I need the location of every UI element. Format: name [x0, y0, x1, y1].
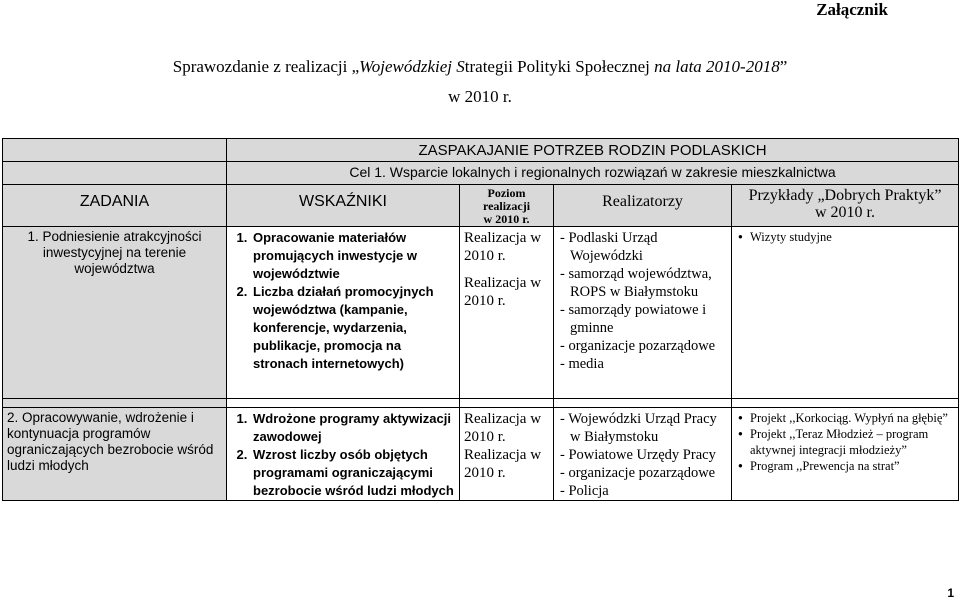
implementers-1	[554, 227, 731, 373]
indicators-2	[227, 408, 459, 500]
implementer-line: ROPS w Białymstoku	[570, 284, 699, 300]
level-item: Realizacja w 2010 r.	[464, 447, 542, 481]
implementer-line: gminne	[570, 320, 614, 336]
indicators-1	[227, 227, 459, 373]
examples-1	[732, 227, 958, 245]
implementer-line: - organizacje pozarządowe	[560, 338, 716, 354]
indicator-item: 2. Liczba działań promocyjnych województwa (kampanie, konferencje, wydarzenia, publikacje, promocja na stronach internetowych)	[251, 283, 455, 373]
section-banner: ZASPAKAJANIE POTRZEB RODZIN PODLASKICH	[418, 142, 767, 159]
implementer-line: - samorząd województwa,	[560, 266, 712, 282]
task-1: 1. Podniesienie atrakcyjności inwestycyjnej na terenie województwa	[27, 229, 202, 276]
level-item: Realizacja w 2010 r.	[464, 230, 542, 264]
report-title	[0, 57, 960, 77]
goal-title: Cel 1. Wsparcie lokalnych i regionalnych rozwiązań w zakresie mieszkalnictwa	[349, 164, 836, 180]
implementer-line: Wojewódzki	[570, 248, 643, 264]
strategy-table	[2, 138, 959, 501]
implementer-line: - media	[560, 356, 604, 372]
header-level-line: Poziom	[487, 186, 526, 200]
header-indicators: WSKAŹNIKI	[298, 193, 387, 210]
example-item: ● Program ,,Prewencja na strat”	[750, 458, 954, 474]
title-italic: Wojewódzkiej S	[359, 57, 465, 76]
levels-2	[460, 408, 553, 482]
indicator-item: 1. Wdrożone programy aktywizacji zawodowej	[251, 410, 455, 446]
implementers-2	[554, 408, 731, 500]
implementer-line: - Policja	[560, 483, 609, 499]
level-item: Realizacja w 2010 r.	[464, 411, 542, 445]
task-2: 2. Opracowywanie, wdrożenie i kontynuacja programów ograniczających bezrobocie wśród ludzi młodych	[7, 410, 214, 473]
indicator-item: 2. Wzrost liczby osób objętych programami ograniczającymi bezrobocie wśród ludzi młodych	[251, 446, 455, 500]
implementer-line: - Wojewódzki Urząd Pracy	[560, 411, 717, 427]
implementer-line: - Podlaski Urząd	[560, 230, 658, 246]
header-examples	[732, 185, 958, 221]
title-italic: na lata 2010-2018	[649, 57, 780, 76]
indicator-item: 1. Opracowanie materiałów promujących inwestycje w województwie	[251, 229, 455, 283]
title-part: Sprawozdanie z realizacji „	[172, 57, 360, 76]
page-number: 1	[947, 586, 954, 600]
implementer-line: - organizacje pozarządowe	[560, 465, 716, 481]
header-implementers: Realizatorzy	[602, 193, 683, 210]
implementer-line: - Powiatowe Urzędy Pracy	[560, 447, 716, 463]
implementer-line: - samorządy powiatowe i	[560, 302, 707, 318]
levels-1	[460, 227, 553, 310]
examples-2	[732, 408, 958, 474]
header-level-line: w 2010 r.	[483, 212, 530, 226]
title-part: trategii Polityki Społecznej	[464, 57, 650, 76]
header-examples-line: w 2010 r.	[815, 204, 875, 221]
report-year: w 2010 r.	[448, 87, 512, 106]
header-tasks: ZADANIA	[79, 193, 150, 210]
implementer-line: w Białymstoku	[570, 429, 659, 445]
example-item: ● Projekt ,,Teraz Młodzież – program aktywnej integracji młodzieży”	[750, 426, 954, 458]
title-part: ”	[779, 57, 788, 76]
attachment-label: Załącznik	[816, 0, 888, 19]
level-item: Realizacja w 2010 r.	[464, 275, 542, 309]
header-examples-line: Przykłady „Dobrych Praktyk”	[748, 187, 942, 204]
header-level	[460, 185, 553, 226]
header-level-line: realizacji	[482, 199, 531, 213]
example-item: ● Wizyty studyjne	[750, 229, 954, 245]
example-item: ● Projekt ,,Korkociąg. Wypłyń na głębię”	[750, 410, 954, 426]
